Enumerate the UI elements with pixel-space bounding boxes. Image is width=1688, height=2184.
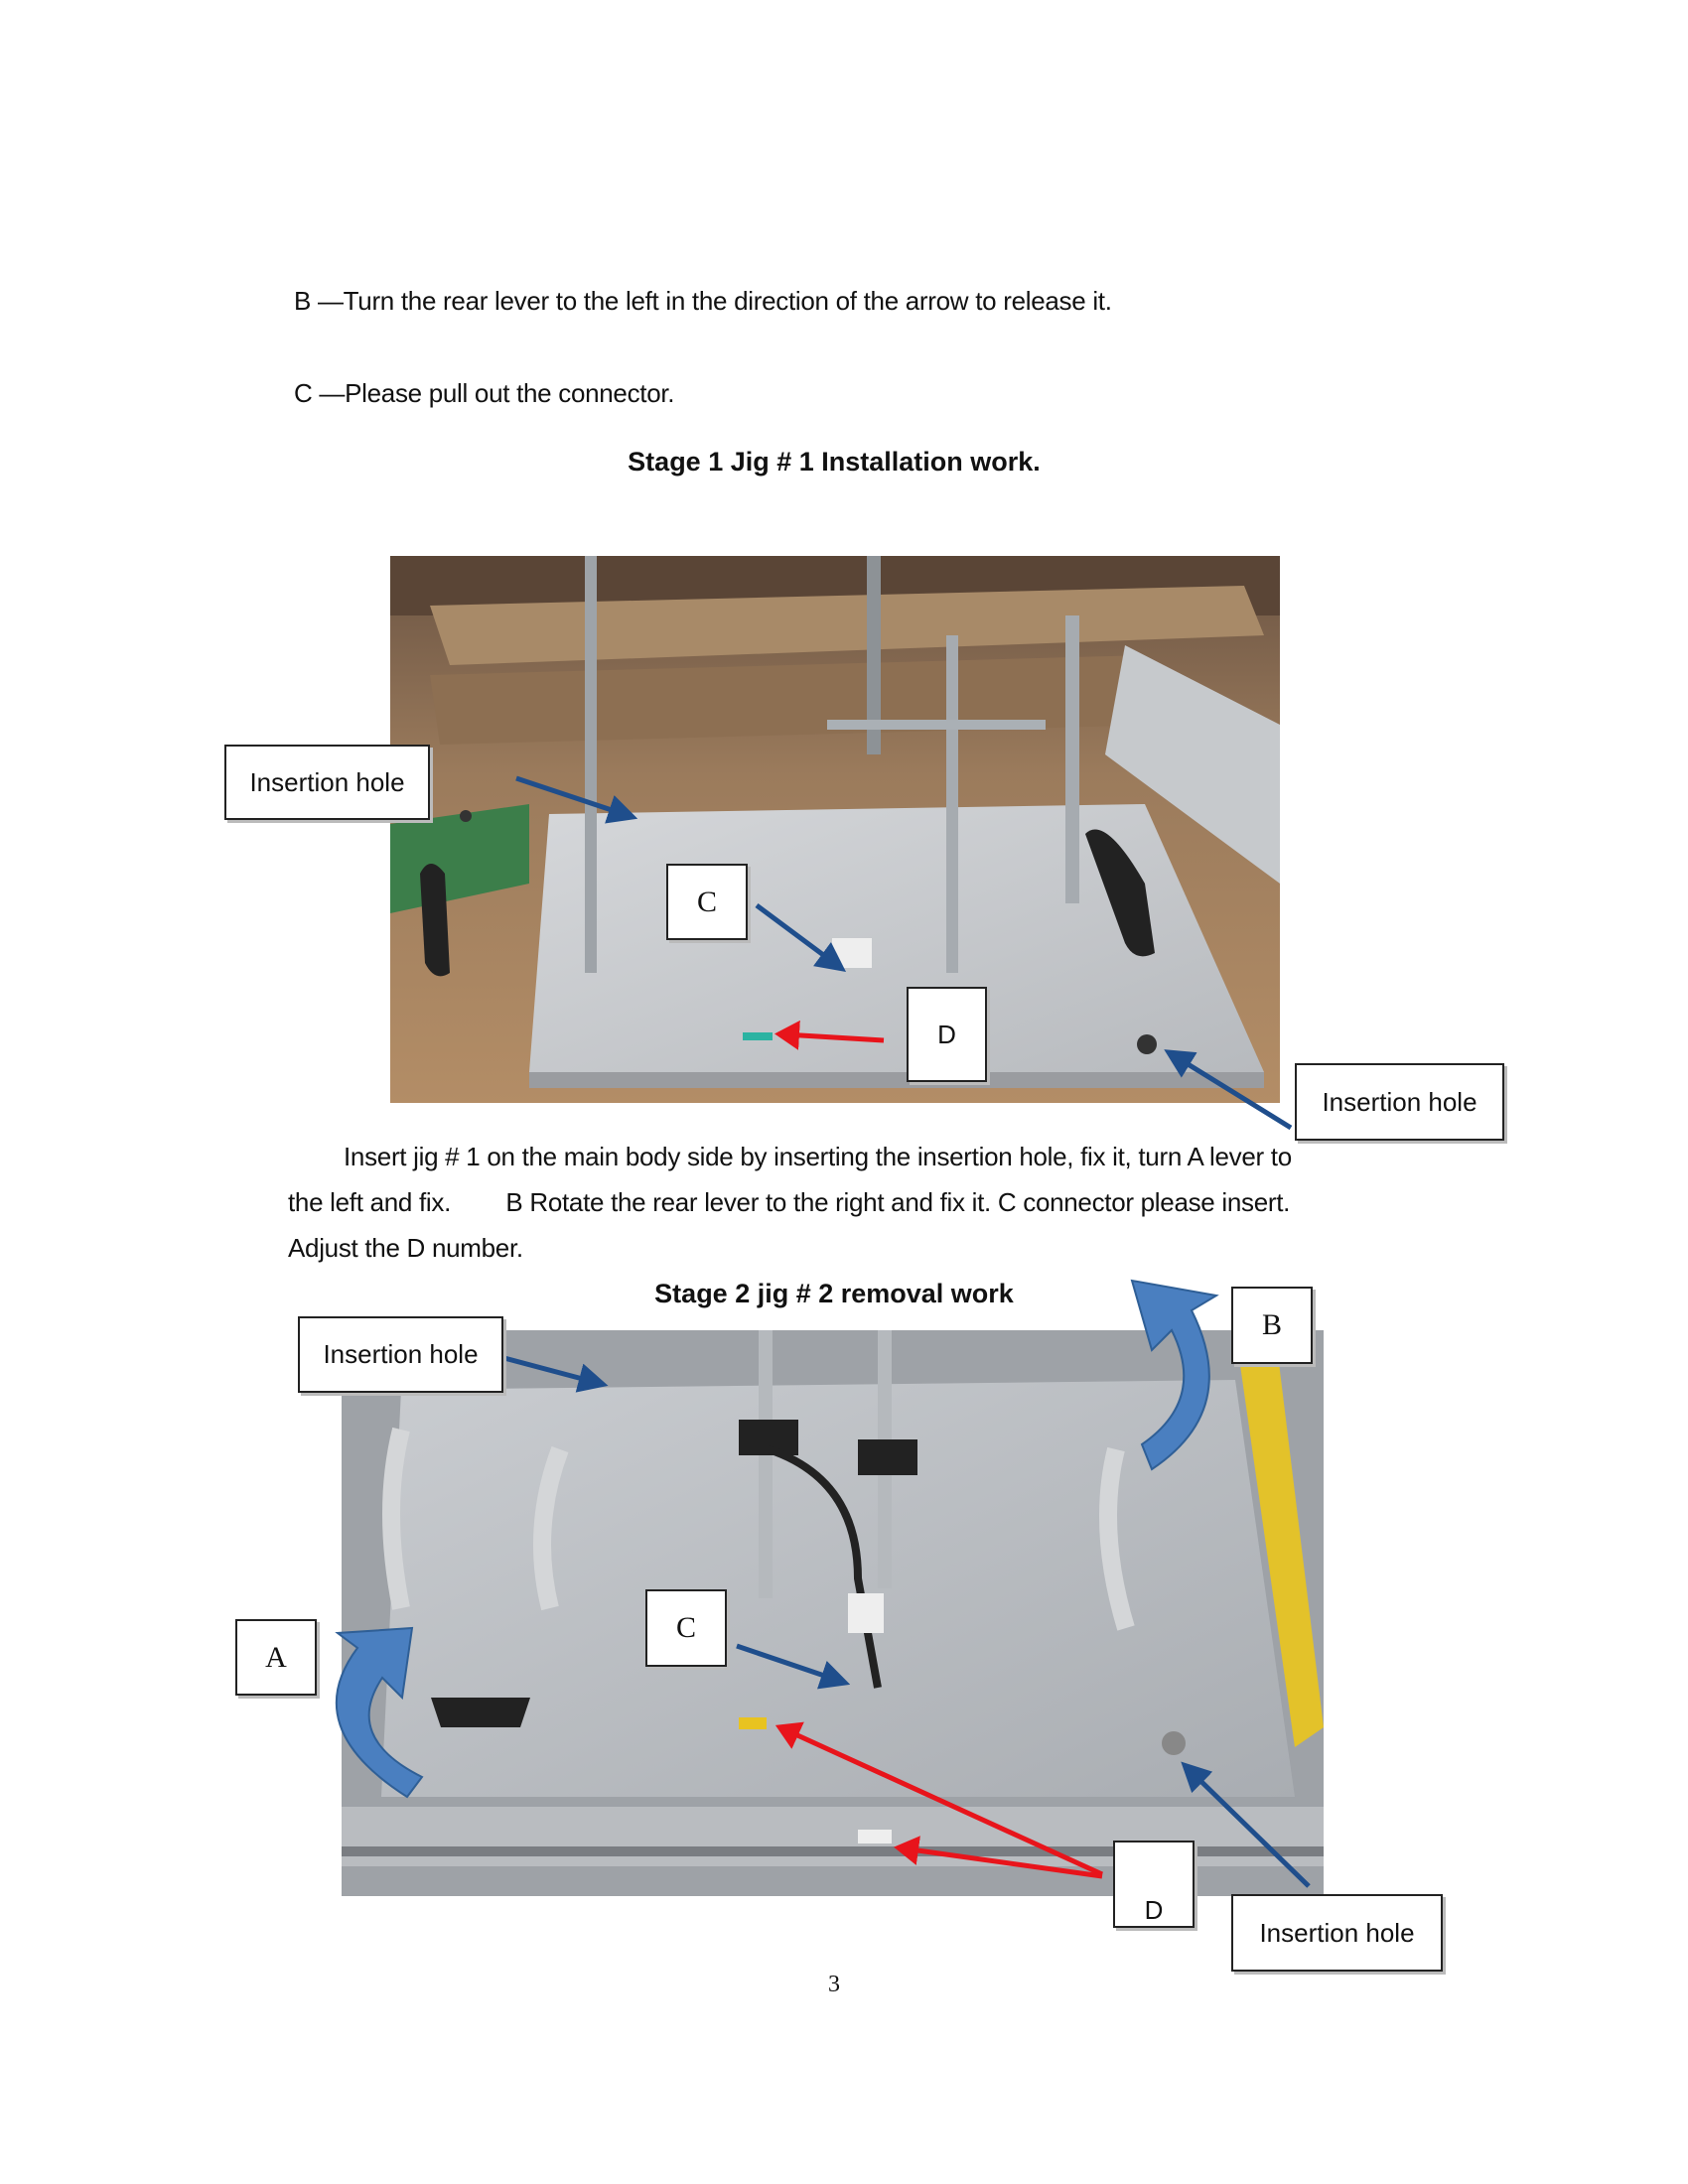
label-insertion-hole: Insertion hole <box>1295 1063 1504 1141</box>
label-insertion-hole: Insertion hole <box>224 745 430 820</box>
stage2-title: Stage 2 jig # 2 removal work <box>654 1279 1014 1308</box>
label-c: C <box>645 1589 727 1667</box>
paragraph-line: Insert jig # 1 on the main body side by inserting the insertion hole, fix it, turn A lever to <box>344 1142 1292 1171</box>
label-d: D <box>1113 1841 1195 1928</box>
instruction-c: C —Please pull out the connector. <box>294 378 675 408</box>
stage2-photo <box>342 1330 1324 1896</box>
paragraph-line: the left and fix. B Rotate the rear lever to the right and fix it. C connector please insert. <box>288 1187 1291 1217</box>
label-a: A <box>235 1619 317 1696</box>
label-d: D <box>907 987 987 1082</box>
stage1-title: Stage 1 Jig # 1 Installation work. <box>628 447 1041 477</box>
page-number: 3 <box>828 1972 840 1997</box>
paragraph-line: Adjust the D number. <box>288 1233 523 1263</box>
label-c: C <box>666 864 748 940</box>
label-insertion-hole: Insertion hole <box>1231 1894 1443 1972</box>
label-insertion-hole: Insertion hole <box>298 1316 503 1393</box>
stage1-photo <box>390 556 1280 1103</box>
instruction-b: B —Turn the rear lever to the left in the direction of the arrow to release it. <box>294 286 1112 316</box>
label-b: B <box>1231 1287 1313 1364</box>
